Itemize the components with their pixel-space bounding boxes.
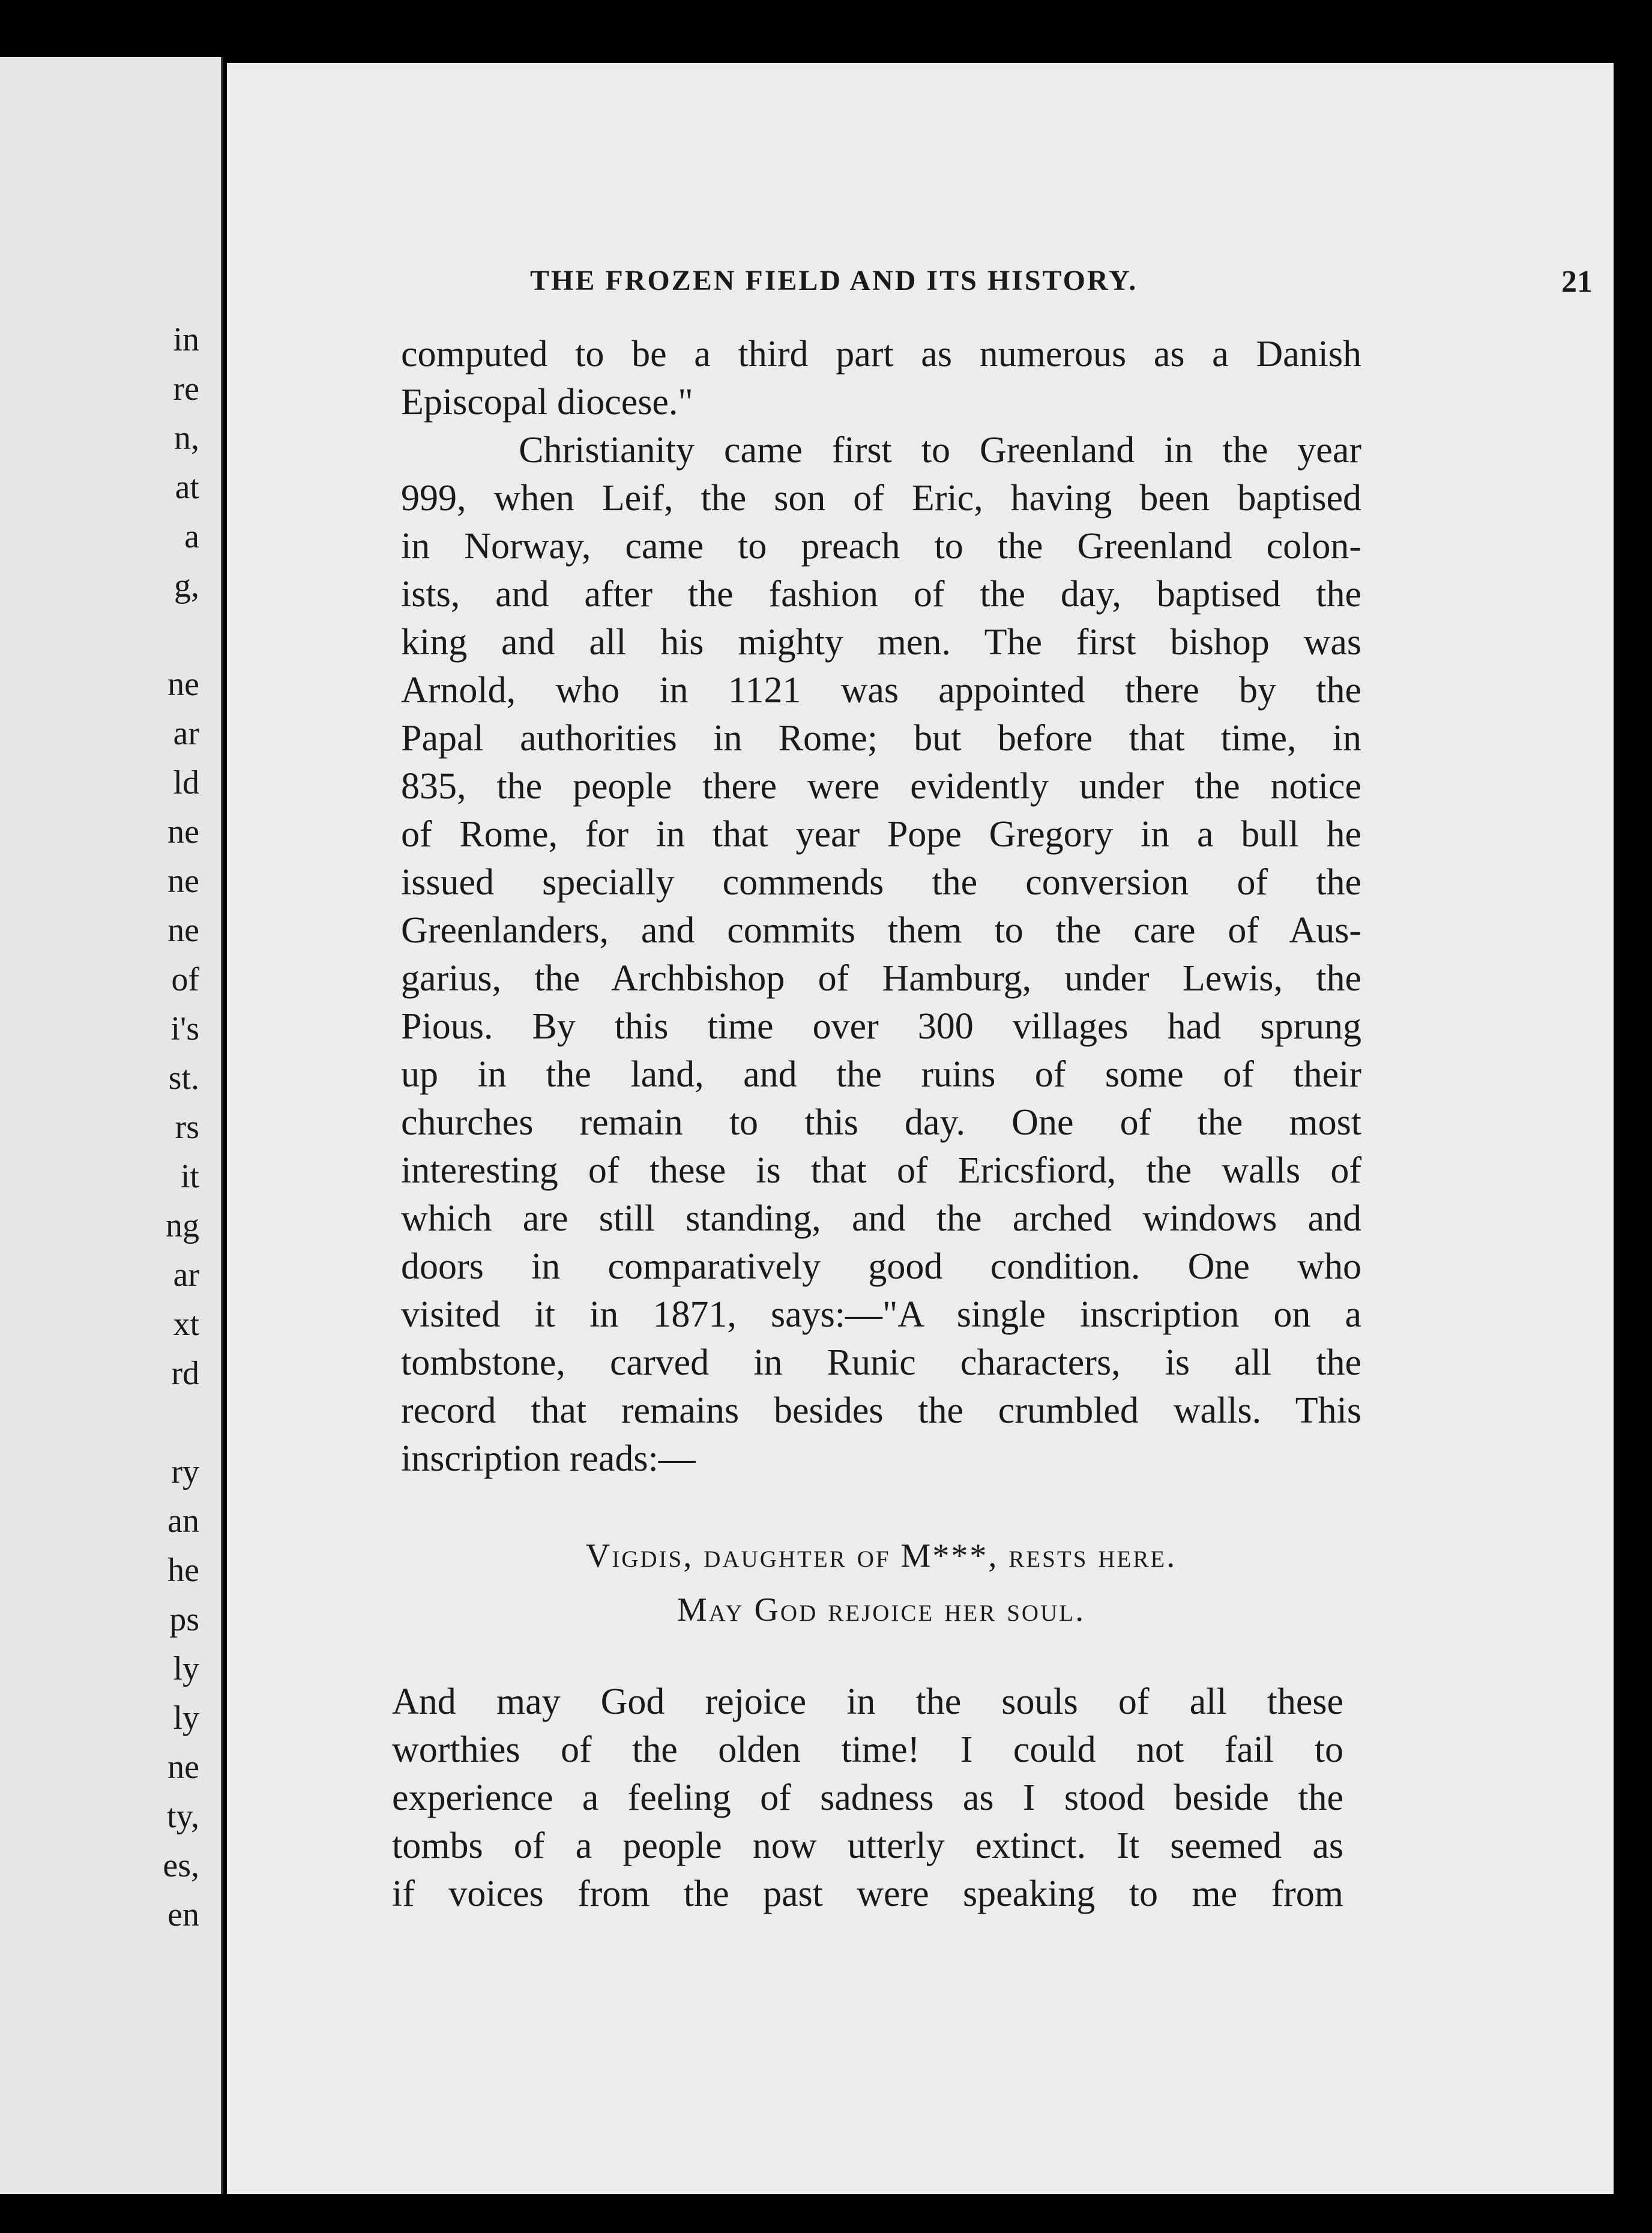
body-text bbox=[401, 330, 1361, 1483]
line-ending bbox=[163, 610, 199, 660]
book-page bbox=[227, 63, 1614, 2194]
text-line: And may God rejoice in the souls of all these bbox=[392, 1681, 1343, 1722]
facing-page-edge bbox=[0, 57, 222, 2194]
text-line: record that remains besides the crumbled walls. This bbox=[401, 1390, 1361, 1431]
line-ending: ty, bbox=[167, 1798, 199, 1835]
line-ending: re bbox=[173, 370, 199, 408]
text-line: worthies of the olden time! I could not fail to bbox=[392, 1729, 1343, 1770]
text-line: garius, the Archbishop of Hamburg, under Lewis, the bbox=[401, 958, 1361, 999]
book-gutter-line bbox=[221, 57, 223, 2194]
facing-page-line-endings bbox=[163, 315, 199, 1939]
line-ending: i's bbox=[170, 1010, 199, 1047]
text-line: tombs of a people now utterly extinct. It seemed as bbox=[392, 1825, 1343, 1866]
line-ending: ps bbox=[169, 1601, 199, 1638]
text-line: computed to be a third part as numerous as a Danish bbox=[401, 334, 1361, 375]
text-line: doors in comparatively good condition. One who bbox=[401, 1246, 1361, 1287]
line-ending: he bbox=[167, 1552, 199, 1589]
inscription-line: Vigdis, daughter of M***, rests here. bbox=[585, 1537, 1177, 1575]
text-line: issued specially commends the conversion of the bbox=[401, 862, 1361, 903]
line-ending: n, bbox=[174, 420, 199, 457]
text-line: churches remain to this day. One of the most bbox=[401, 1102, 1361, 1143]
text-line: inscription reads:— bbox=[401, 1438, 696, 1479]
line-ending: of bbox=[171, 961, 199, 998]
text-line: if voices from the past were speaking to me from bbox=[392, 1873, 1343, 1914]
line-ending: xt bbox=[173, 1306, 199, 1343]
line-ending: ne bbox=[167, 666, 199, 703]
text-line: 835, the people there were evidently under the notice bbox=[401, 766, 1361, 807]
line-ending: it bbox=[180, 1158, 199, 1195]
line-ending: ne bbox=[167, 813, 199, 851]
text-line: Papal authorities in Rome; but before that time, in bbox=[401, 718, 1361, 759]
line-ending: an bbox=[167, 1502, 199, 1540]
text-line: of Rome, for in that year Pope Gregory in a bull he bbox=[401, 814, 1361, 855]
line-ending: ne bbox=[167, 912, 199, 949]
text-line: which are still standing, and the arched windows and bbox=[401, 1198, 1361, 1239]
closing-paragraph bbox=[392, 1678, 1343, 1918]
line-ending: ly bbox=[173, 1650, 199, 1687]
line-ending: es, bbox=[163, 1847, 199, 1884]
line-ending: ng bbox=[166, 1207, 199, 1244]
line-ending: in bbox=[173, 321, 199, 358]
text-line: Pious. By this time over 300 villages had sprung bbox=[401, 1006, 1361, 1047]
text-line: experience a feeling of sadness as I stood beside the bbox=[392, 1777, 1343, 1818]
line-ending: rs bbox=[175, 1109, 199, 1146]
line-ending: ne bbox=[167, 863, 199, 900]
text-line: tombstone, carved in Runic characters, is all the bbox=[401, 1342, 1361, 1383]
text-line: visited it in 1871, says:—"A single inscription on a bbox=[401, 1294, 1361, 1335]
text-line: ists, and after the fashion of the day, baptised the bbox=[401, 574, 1361, 615]
text-line: in Norway, came to preach to the Greenland colon- bbox=[401, 526, 1361, 567]
text-line: Arnold, who in 1121 was appointed there by the bbox=[401, 670, 1361, 711]
text-line: up in the land, and the ruins of some of their bbox=[401, 1054, 1361, 1095]
line-ending: en bbox=[167, 1896, 199, 1933]
line-ending: at bbox=[175, 469, 199, 506]
line-ending: ry bbox=[171, 1453, 199, 1490]
line-ending: st. bbox=[168, 1059, 199, 1097]
text-line: Christianity came first to Greenland in the year bbox=[401, 430, 1361, 471]
line-ending: ne bbox=[167, 1749, 199, 1786]
inscription-line: May God rejoice her soul. bbox=[677, 1591, 1086, 1629]
line-ending: g, bbox=[174, 567, 199, 604]
text-line: interesting of these is that of Ericsfiord, the walls of bbox=[401, 1150, 1361, 1191]
text-line: 999, when Leif, the son of Eric, having been baptised bbox=[401, 478, 1361, 519]
page-number: 21 bbox=[1561, 265, 1593, 299]
text-line: Greenlanders, and commits them to the care of Aus- bbox=[401, 910, 1361, 951]
line-ending: ar bbox=[173, 715, 199, 752]
line-ending: a bbox=[184, 518, 199, 555]
line-ending bbox=[163, 1398, 199, 1447]
line-ending: ld bbox=[173, 764, 199, 801]
running-title: THE FROZEN FIELD AND ITS HISTORY. bbox=[530, 265, 1138, 297]
line-ending: ly bbox=[173, 1699, 199, 1737]
line-ending: rd bbox=[171, 1355, 199, 1392]
running-header bbox=[530, 264, 1593, 312]
line-ending: ar bbox=[173, 1256, 199, 1294]
text-line: king and all his mighty men. The first bishop was bbox=[401, 622, 1361, 663]
text-line: Episcopal diocese." bbox=[401, 382, 693, 423]
